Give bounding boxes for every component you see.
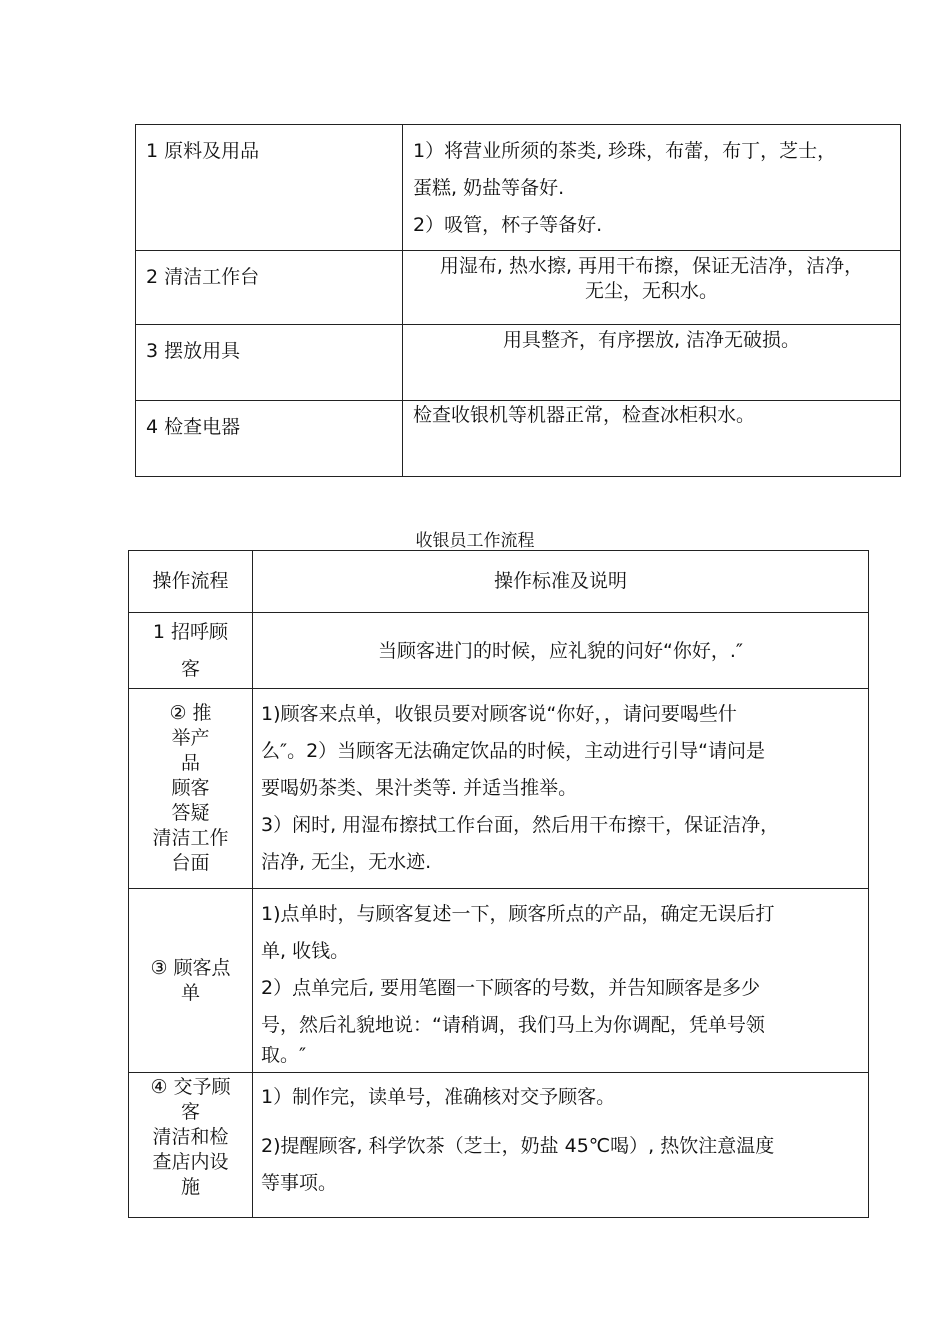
desc-line: 要喝奶茶类、果汁类等. 并适当推举。 xyxy=(261,777,578,799)
desc-line: 1）制作完，读单号，准确核对交予顾客。 xyxy=(261,1086,616,1108)
prep-item-desc xyxy=(403,325,901,401)
section-title: 收银员工作流程 xyxy=(415,531,535,551)
desc-line: 用具整齐，有序摆放, 洁净无破损。 xyxy=(502,329,801,351)
prep-item-key: 2 清洁工作台 xyxy=(136,251,403,325)
cashier-workflow-table xyxy=(128,550,869,1218)
process-desc xyxy=(253,613,869,689)
key-line: 品 xyxy=(180,752,200,774)
desc-line: 1）将营业所须的茶类, 珍珠，布蕾，布丁，芝士， xyxy=(413,140,837,162)
desc-line: 取。″ xyxy=(261,1044,307,1066)
key-line: 查店内设 xyxy=(152,1151,229,1173)
header-standard: 操作标准及说明 xyxy=(253,551,869,613)
desc-line: 号，然后礼貌地说：“请稍调，我们马上为你调配，凭单号领 xyxy=(261,1014,765,1036)
process-desc xyxy=(253,889,869,1073)
key-line: 答疑 xyxy=(171,802,210,824)
key-line: 单 xyxy=(180,981,200,1004)
desc-line: 1)顾客来点单，收银员要对顾客说“你好，，请问要喝些什 xyxy=(261,703,737,725)
desc-line: 无尘，无积水。 xyxy=(584,280,718,302)
key-line: 客 xyxy=(180,658,200,680)
key-line: 清洁工作 xyxy=(152,827,229,849)
prep-item-desc xyxy=(403,125,901,251)
desc-line: 2）点单完后, 要用笔圈一下顾客的号数，并告知顾客是多少 xyxy=(261,977,761,999)
key-line: ③ 顾客点 xyxy=(150,956,231,979)
desc-line: 单, 收钱。 xyxy=(261,940,350,962)
process-key xyxy=(129,889,253,1073)
desc-line: 检查收银机等机器正常，检查冰柜积水。 xyxy=(413,404,756,426)
key-line: 施 xyxy=(180,1176,200,1198)
desc-line: 1)点单时，与顾客复述一下，顾客所点的产品，确定无误后打 xyxy=(261,903,775,925)
desc-line: 洁净, 无尘，无水迹. xyxy=(261,851,432,873)
prep-item-key: 1 原料及用品 xyxy=(136,125,403,251)
prep-item-key: 3 摆放用具 xyxy=(136,325,403,401)
key-line: 举产 xyxy=(171,727,210,749)
key-line: 客 xyxy=(180,1101,200,1123)
prep-item-key: 4 检查电器 xyxy=(136,401,403,477)
desc-line: 当顾客进门的时候，应礼貌的问好“你好，.″ xyxy=(378,640,743,662)
process-key xyxy=(129,689,253,889)
header-process: 操作流程 xyxy=(129,551,253,613)
desc-line: 蛋糕, 奶盐等备好. xyxy=(413,177,565,199)
process-key xyxy=(129,1073,253,1218)
process-key xyxy=(129,613,253,689)
desc-line: 用湿布, 热水擦, 再用干布擦，保证无洁净，洁净， xyxy=(439,255,864,277)
prep-table xyxy=(135,124,901,477)
process-desc xyxy=(253,689,869,889)
key-line: 1 招呼顾 xyxy=(152,621,229,643)
prep-item-desc xyxy=(403,401,901,477)
desc-line: 2）吸管，杯子等备好. xyxy=(413,214,603,236)
desc-line: 3）闲时, 用湿布擦拭工作台面，然后用干布擦干，保证洁净， xyxy=(261,814,780,836)
desc-line: 2)提醒顾客, 科学饮茶（芝士，奶盐 45℃喝）, 热饮注意温度 xyxy=(261,1135,775,1157)
key-line: 清洁和检 xyxy=(152,1126,229,1148)
key-line: ④ 交予顾 xyxy=(150,1076,231,1098)
key-line: 台面 xyxy=(171,852,210,874)
process-desc xyxy=(253,1073,869,1218)
key-line: 顾客 xyxy=(171,777,210,799)
prep-item-desc xyxy=(403,251,901,325)
desc-line: 么″。2）当顾客无法确定饮品的时候，主动进行引导“请问是 xyxy=(261,740,766,762)
desc-line: 等事项。 xyxy=(261,1172,338,1194)
key-line: ② 推 xyxy=(169,702,212,724)
